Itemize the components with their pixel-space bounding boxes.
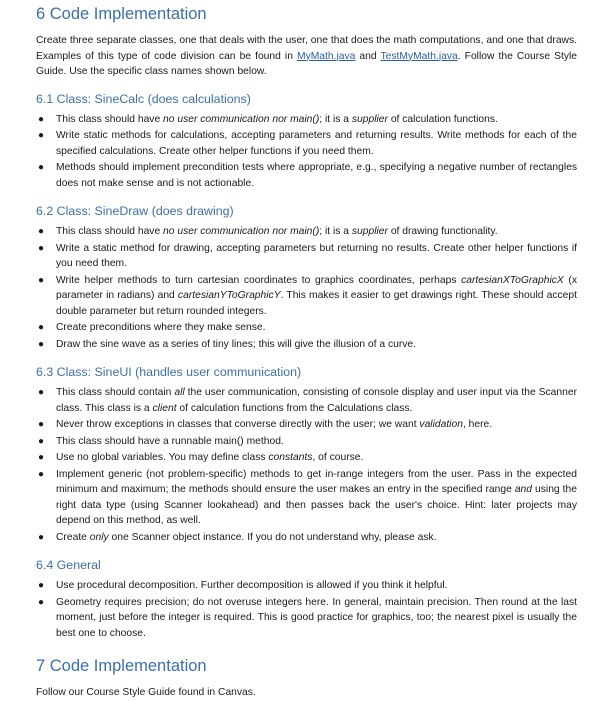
list-item xyxy=(36,434,577,450)
section-6-intro xyxy=(36,33,577,80)
item-text: one Scanner object instance. If you do not understand why, please ask. xyxy=(108,531,437,543)
subsection-6-3-list xyxy=(36,385,577,545)
item-text: This class should have a runnable main() method. xyxy=(56,435,284,447)
item-text: Implement generic (not problem-specific) methods to get in-range integers from the user. Pass in the expected minimum and maximum; the methods should ensure the user makes an entry in the specified range xyxy=(56,468,577,495)
item-emphasis: all xyxy=(174,387,185,398)
item-emphasis: constants xyxy=(268,452,313,463)
item-emphasis: no user communication nor main() xyxy=(163,113,320,125)
item-text: Methods should implement precondition tests where appropriate, e.g., specifying a negative number of rectangles does not make sense and is not actionable. xyxy=(56,162,577,189)
item-emphasis: cartesianXToGraphicX xyxy=(461,274,564,286)
item-text: the user communication, consisting of console display and user input via the Scanner class. This class is a xyxy=(56,387,577,414)
list-item xyxy=(36,595,577,642)
item-text: Create xyxy=(56,531,90,543)
bullet-icon: ● xyxy=(38,531,45,543)
item-emphasis: only xyxy=(89,531,109,543)
item-text: Write helper methods to turn cartesian coordinates to graphics coordinates, perhaps xyxy=(56,274,462,286)
list-item xyxy=(36,273,577,320)
bullet-icon: ● xyxy=(38,226,45,237)
subsection-6-2-heading: 6.2 Class: SineDraw (does drawing) xyxy=(36,204,234,218)
item-emphasis: supplier xyxy=(351,113,388,125)
list-item xyxy=(36,112,577,128)
bullet-icon: ● xyxy=(38,130,45,141)
testmymath-link[interactable]: TestMyMath.java xyxy=(380,50,458,62)
list-item xyxy=(36,385,577,416)
item-text: of drawing functionality. xyxy=(387,226,498,237)
list-item xyxy=(36,160,577,191)
item-emphasis: client xyxy=(152,402,177,414)
item-text: of calculation functions. xyxy=(387,113,498,125)
item-emphasis: validation xyxy=(419,419,463,430)
item-text: ; it is a xyxy=(319,113,352,125)
item-emphasis: and xyxy=(514,484,533,495)
bullet-icon: ● xyxy=(38,468,45,480)
section-7-heading: 7 Code Implementation xyxy=(36,657,207,675)
section-6-heading: 6 Code Implementation xyxy=(36,5,207,23)
item-text: using the right data type (using Scanner lookahead) and then passes back the user's choice. Hint: later projects may depend on this method, as well. xyxy=(56,484,578,526)
item-emphasis: no user communication nor main() xyxy=(163,226,320,237)
list-item xyxy=(36,467,577,529)
bullet-icon: ● xyxy=(38,419,45,430)
item-text: Geometry requires precision; do not overuse integers here. In general, maintain precision. Then round at the last moment, just before the integer is required. This is good practice for graphics, too; the nearest pixel is usually the best one to choose. xyxy=(56,596,577,639)
item-text: Draw the sine wave as a series of tiny lines; this will give the illusion of a curve. xyxy=(56,338,416,350)
bullet-icon: ● xyxy=(38,338,45,350)
section-7-body: Follow our Course Style Guide found in Canvas. xyxy=(36,687,256,698)
subsection-6-2-list xyxy=(36,224,577,352)
intro-post: . Follow the Course Style Guide. Use the specific class names shown below. xyxy=(36,50,577,77)
item-text: . This makes it easier to get drawings right. These should accept double parameter but return rounded integers. xyxy=(56,290,577,317)
item-emphasis: cartesianYToGraphicY xyxy=(177,290,281,301)
item-text: Write a static method for drawing, accepting parameters but returning no results. Create other helper functions if you need them. xyxy=(56,242,577,269)
bullet-icon: ● xyxy=(38,452,45,463)
intro-and: and xyxy=(355,50,381,62)
list-item xyxy=(36,224,577,240)
mymath-link[interactable]: MyMath.java xyxy=(297,50,356,62)
bullet-icon: ● xyxy=(38,435,45,447)
item-text: Create preconditions where they make sense. xyxy=(56,322,266,333)
list-item xyxy=(36,337,577,353)
bullet-icon: ● xyxy=(38,580,45,591)
bullet-icon: ● xyxy=(38,274,45,286)
list-item xyxy=(36,450,577,466)
list-item xyxy=(36,128,577,159)
bullet-icon: ● xyxy=(38,113,45,125)
item-text: This class should have xyxy=(56,113,164,125)
bullet-icon: ● xyxy=(38,162,45,173)
bullet-icon: ● xyxy=(38,322,45,333)
list-item xyxy=(36,241,577,272)
subsection-6-1-list xyxy=(36,112,577,192)
item-text: Use no global variables. You may define class xyxy=(56,452,269,463)
subsection-6-4-heading: 6.4 General xyxy=(36,558,101,572)
item-text: , here. xyxy=(462,419,493,430)
item-text: This class should contain xyxy=(56,387,175,398)
item-text: (x parameter in radians) and xyxy=(56,274,577,301)
item-text: ; it is a xyxy=(319,226,352,237)
item-emphasis: supplier xyxy=(351,226,388,237)
list-item xyxy=(36,530,577,546)
subsection-6-4-list xyxy=(36,578,577,641)
item-text: Write static methods for calculations, accepting parameters and returning results. Write methods for each of the specified calculations. Create other helper functions if you need them. xyxy=(56,130,577,157)
list-item xyxy=(36,578,577,594)
subsection-6-3-heading: 6.3 Class: SineUI (handles user communication) xyxy=(36,365,302,379)
bullet-icon: ● xyxy=(38,596,45,608)
intro-text: Create three separate classes, one that deals with the user, one that does the math computations, and one that draws. Examples of this type of code division can be found in xyxy=(36,35,577,62)
list-item xyxy=(36,320,577,336)
subsection-6-1-heading: 6.1 Class: SineCalc (does calculations) xyxy=(36,91,251,106)
item-text: This class should have xyxy=(56,226,164,237)
item-text: of calculation functions from the Calculations class. xyxy=(176,402,413,414)
item-text: , of course. xyxy=(312,452,364,463)
bullet-icon: ● xyxy=(38,387,45,398)
item-text: Never throw exceptions in classes that converse directly with the user; we want xyxy=(56,419,420,430)
bullet-icon: ● xyxy=(38,242,45,254)
item-text: Use procedural decomposition. Further decomposition is allowed if you think it helpful. xyxy=(56,580,448,591)
list-item xyxy=(36,417,577,433)
